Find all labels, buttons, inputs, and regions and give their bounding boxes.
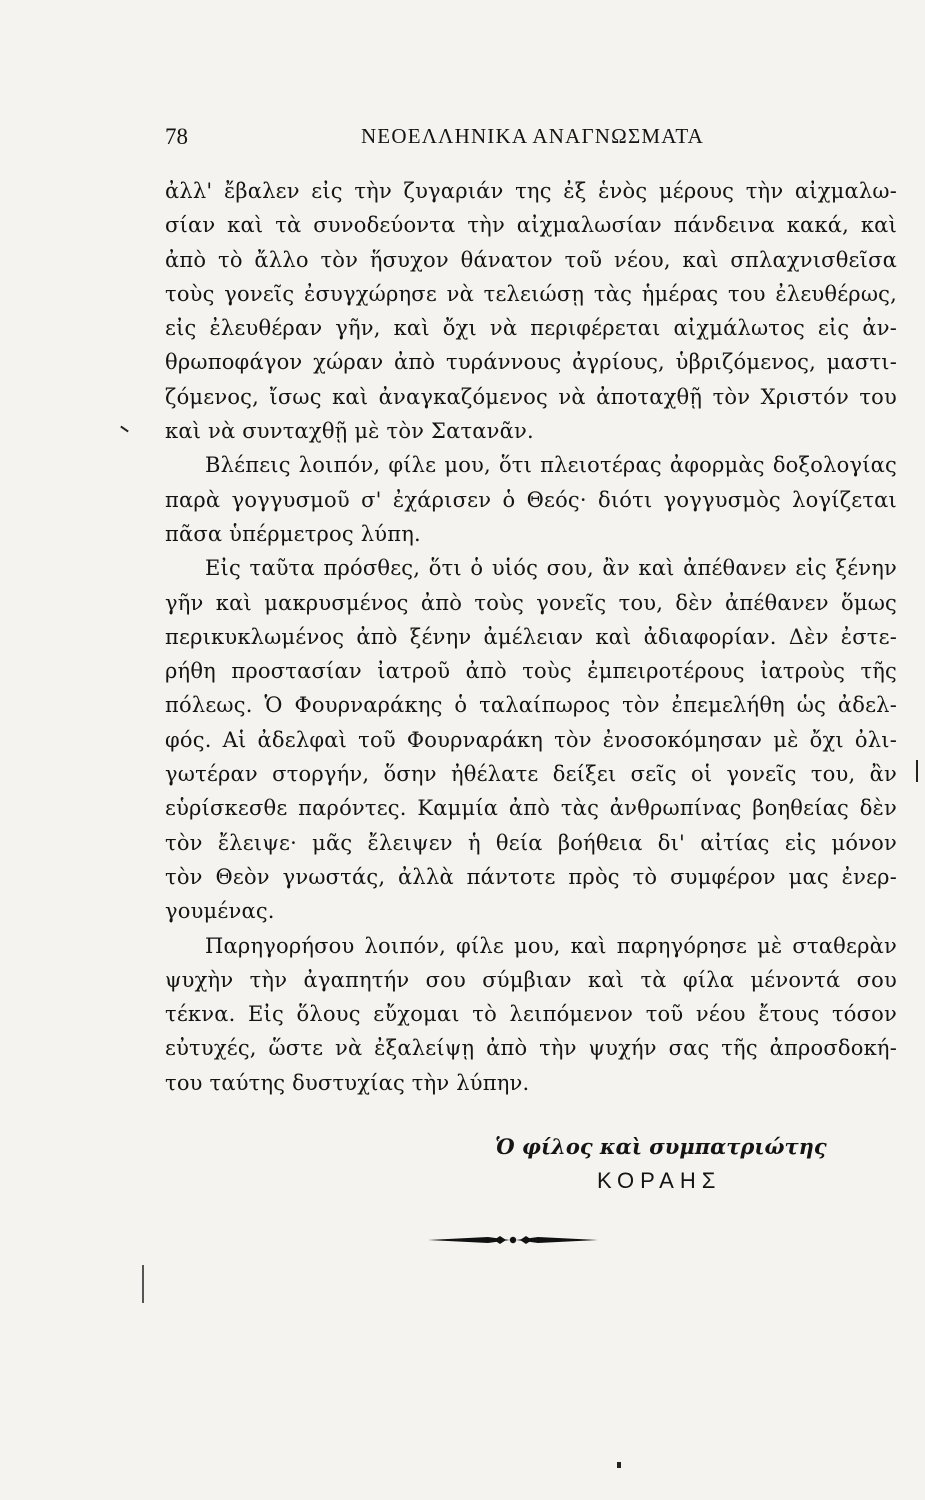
text-line: ἀπὸ τὸ ἄλλο τὸν ἥσυχον θάνατον τοῦ νέου, καὶ σπλαχνισθεῖσα [165,247,897,272]
text-line: τὸν Θεὸν γνωστάς, ἀλλὰ πάντοτε πρὸς τὸ συμφέρον μας ἐνερ- [165,864,897,889]
margin-tick [142,1265,144,1303]
text-line: γωτέραν στοργήν, ὅσην ἠθέλατε δείξει σεῖς οἱ γονεῖς του, ἂν [165,762,897,787]
margin-tick [617,1462,621,1468]
page-number: 78 [165,124,188,149]
signature-name: ΚΟΡΑΗΣ [597,1168,722,1193]
text-line: πᾶσα ὑπέρμετρος λύπη. [165,521,421,546]
margin-tick [916,760,918,782]
text-line: σίαν καὶ τὰ συνοδεύοντα τὴν αἰχμαλωσίαν πάνδεινα κακά, καὶ [165,213,897,238]
text-line: ἀλλ' ἔβαλεν εἰς τὴν ζυγαριάν της ἐξ ἑνὸς μέρους τὴν αἰχμαλω- [165,179,897,203]
signature-closing: Ὁ φίλος καὶ συμπατριώτης [495,1134,827,1159]
text-line: τὸν ἔλειψε· μᾶς ἔλειψεν ἡ θεία βοήθεια δι' αἰτίας εἰς μόνον [165,830,897,855]
text-line: γουμένας. [165,899,275,924]
text-line: Εἰς ταῦτα πρόσθες, ὅτι ὁ υἱός σου, ἂν καὶ ἀπέθανεν εἰς ξένην [205,556,897,581]
page-header [165,124,900,154]
text-line: τοὺς γονεῖς ἐσυγχώρησε νὰ τελειώσῃ τὰς ἡμέρας του ἐλευθέρως, [165,281,897,306]
text-line: εὐτυχές, ὥστε νὰ ἐξαλείψῃ ἀπὸ τὴν ψυχήν σας τῆς ἀπροσδοκή- [165,1036,897,1061]
body-text [165,174,897,1100]
text-line: τέκνα. Εἰς ὅλους εὔχομαι τὸ λειπόμενον τοῦ νέου ἔτους τόσον [165,1002,897,1027]
text-line: εὑρίσκεσθε παρόντες. Καμμία ἀπὸ τὰς ἀνθρωπίνας βοηθείας δὲν [165,796,897,821]
ornament-divider [428,1233,598,1247]
text-line: παρὰ γογγυσμοῦ σ' ἐχάρισεν ὁ Θεός· διότι γογγυσμὸς λογίζεται [165,487,897,512]
text-line: φός. Αἱ ἀδελφαὶ τοῦ Φουρναράκη τὸν ἐνοσοκόμησαν μὲ ὄχι ὀλι- [165,727,897,752]
text-line: Παρηγορήσου λοιπόν, φίλε μου, καὶ παρηγόρησε μὲ σταθερὰν [205,933,897,958]
text-line: καὶ νὰ συνταχθῇ μὲ τὸν Σατανᾶν. [165,419,534,444]
running-title: ΝΕΟΕΛΛΗΝΙΚΑ ΑΝΑΓΝΩΣΜΑΤΑ [360,124,705,148]
text-line: του ταύτης δυστυχίας τὴν λύπην. [165,1070,530,1095]
text-line: πόλεως. Ὁ Φουρναράκης ὁ ταλαίπωρος τὸν ἐπεμελήθη ὡς ἀδελ- [165,693,897,718]
margin-tick [120,426,129,433]
text-line: περικυκλωμένος ἀπὸ ξένην ἀμέλειαν καὶ ἀδιαφορίαν. Δὲν ἐστε- [165,624,897,649]
text-line: ζόμενος, ἴσως καὶ ἀναγκαζόμενος νὰ ἀποταχθῇ τὸν Χριστόν του [165,384,897,409]
text-line: εἰς ἐλευθέραν γῆν, καὶ ὄχι νὰ περιφέρεται αἰχμάλωτος εἰς ἀν- [165,316,897,341]
text-line: ψυχὴν τὴν ἀγαπητήν σου σύμβιαν καὶ τὰ φίλα μένοντά σου [165,967,897,992]
text-line: θρωποφάγον χώραν ἀπὸ τυράννους ἀγρίους, ὑβριζόμενος, μαστι- [165,350,897,375]
text-line: γῆν καὶ μακρυσμένος ἀπὸ τοὺς γονεῖς του, δὲν ἀπέθανεν ὅμως [165,590,897,615]
signature-block [495,1130,900,1198]
text-line: ρήθη προστασίαν ἰατροῦ ἀπὸ τοὺς ἐμπειροτέρους ἰατροὺς τῆς [165,659,897,684]
text-line: Βλέπεις λοιπόν, φίλε μου, ὅτι πλειοτέρας ἀφορμὰς δοξολογίας [205,453,897,478]
